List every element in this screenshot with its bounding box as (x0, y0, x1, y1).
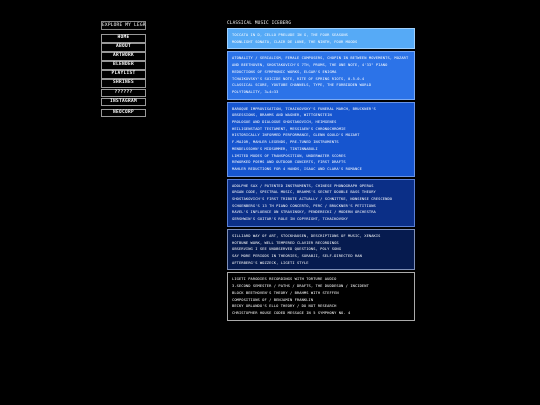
iceberg-tiers (227, 28, 415, 321)
tier-line: HEILIGENSTADT TESTAMENT, MESSIAEN'S CHRONOCHROMIE (232, 126, 346, 131)
tier-line: F-MAJOR, MAHLER LEGENDS, PRE-TUNED INSTRUMENTS (232, 140, 339, 145)
tier-line: ADOLPHE SAX / PATENTED INSTRUMENTS, CHINESE PHONOGRAPH OPERAS (232, 183, 374, 188)
tier-line: MAHLER REDUCTIONS FOR 4 HANDS, ISAAC AND CLARA'S ROMANCE (232, 166, 362, 171)
tier-line: COMPOSITIONS OF / BENJAMIN FRANKLIN (232, 297, 314, 302)
tier-line: REDUCTIONS OF SYMPHONIC WORKS, ELGAR'S ENIGMA (232, 69, 337, 74)
nav-blender-button[interactable]: BLENDER (101, 61, 146, 70)
iceberg-tier-5 (227, 229, 415, 271)
tier-line: TOCCATA IN D, CELLO PRELUDE IN G, THE FOUR SEASONS (232, 33, 349, 37)
tier-line: REWORKED POEMS AND OUTDOOR CONCERTS, FIRST DRAFTS (232, 160, 346, 165)
tier-line: AFTERBERG'S WOZZECK, LIGETI STYLE (232, 260, 309, 265)
tier-line: TCHAIKOVSKY'S SUICIDE NOTE, RITE OF SPRING RIOTS, 0-5-0-4 (232, 76, 365, 81)
tier-line: HOTBUNE WORK, WELL TEMPERED CLAVIER RECORDINGS (232, 240, 339, 245)
tier-line: POLYTONALITY, 3+4=33 (232, 89, 279, 94)
tier-line: LIGETI PARODIES RECORDINGS WITH TORTURE AUDIO (232, 277, 337, 282)
nav-playlist-button[interactable]: PLAYLIST (101, 70, 146, 79)
panel-title: CLASSICAL MUSIC ICEBERG (227, 21, 292, 26)
tier-line: GERSHWIN'S GUITAR'S ROLE IN COPYRIGHT, TCHAIKOVSKY (232, 217, 349, 222)
tier-line: CLASSICAL SCORE, YOUTUBE CHANNELS, TYPE, THE FORBIDDEN WORLD (232, 83, 372, 88)
tier-line: AND BEETHOVEN, SHOSTAKOVICH'S 7TH, PROMS, THE ONE NOTE, 4'33" PIANO (232, 63, 388, 68)
tier-line: MENDELSSOHN'S MIDSUMMER, TINTINNABULI (232, 146, 318, 151)
tier-line: ATONALITY / SERIALISM, FEMALE COMPOSERS, CHOPIN IN BETWEEN MOVEMENTS, MOZART (232, 56, 409, 61)
tier-line: SILLIARD WAY OF ART, STOCKHAUSEN, DESCRIPTIONS OF MUSIC, XENAKIS (232, 233, 381, 238)
iceberg-tier-4 (227, 179, 415, 227)
nav-artwork-button[interactable]: ARTWORK (101, 52, 146, 61)
nav-header: EXPLORE MY LEGR (102, 23, 146, 28)
iceberg-tier-6 (227, 272, 415, 320)
tier-line: OBSERVING I SEE UNOBSERVED QUESTIONS, POLY SONG (232, 247, 342, 252)
tier-line: LIMITED MODES OF TRANSPOSITION, UNDERWATER SCORES (232, 153, 346, 158)
nav-instagram-button[interactable]: INSTAGRAM (101, 98, 146, 107)
sidebar-nav (101, 21, 146, 118)
tier-line: SCHOENBERG'S 13 TH PIANO CONCERTO, PERC / BRUCKNER'S PETITIONS (232, 203, 376, 208)
iceberg-panel (227, 21, 415, 323)
tier-line: RAVEL'S INFLUENCE ON STRAVINSKY, PENDERECKI / MODERN ORCHESTRA (232, 210, 376, 215)
iceberg-tier-2 (227, 51, 415, 99)
tier-line: 3-SECOND SEMESTER / PATHS / DRAFTS, THE DUDDESON / INCIDENT (232, 284, 369, 289)
tier-line: SHOSTAKOVICH'S FIRST TRIBUTE ACTUALLY / SCHNITTKE, NONSENSE CRESCENDO (232, 197, 393, 202)
tier-line: HISTORICALLY INFORMED PERFORMANCE, GLENN GOULD'S MOZART (232, 133, 360, 138)
tier-line: SAY MORE PERIODS IN THEORIES, SORABJI, SELF-DIRECTED RAN (232, 253, 362, 258)
nav-neocorp-button[interactable]: NEOCORP (101, 109, 146, 118)
tier-line: BLOCK BEETHOVEN'S THEORY / BRAHMS WITH STEFFEN (232, 290, 339, 295)
tier-line: OBSESSIONS, BRAHMS AND WAGNER, WITTGENSTEIN (232, 113, 332, 118)
tier-line: BAROQUE IMPROVISATION, TCHAIKOVSKY'S FUNERAL MARCH, BRUCKNER'S (232, 106, 376, 111)
tier-line: MOONLIGHT SONATA, CLAIR DE LUNE, THE NINTH, FOUR MOODS (232, 39, 358, 44)
nav-secret-button[interactable]: ?????? (101, 89, 146, 98)
tier-line: ORGAN CODE, SPECTRAL MUSIC, BRAHMS'S SECRET DOUBLE BASS THEORY (232, 190, 376, 195)
nav-shrines-button[interactable]: SHRINES (101, 79, 146, 88)
iceberg-tier-1 (227, 28, 415, 49)
nav-about-button[interactable]: ABOUT (101, 43, 146, 52)
iceberg-tier-3 (227, 102, 415, 177)
tier-line: PROLOGUE AND DIALOGUE SHOSTAKOVICH, HEIMGENES (232, 120, 337, 125)
nav-home-button[interactable]: HOME (101, 34, 146, 43)
tier-line: BECKY ORLANDO'S ELLO THEORY / DO NOT RESEARCH (232, 304, 337, 309)
tier-line: CHRISTOPHER HOUSE CODED MESSAGE IN 5 SYMPHONY NO. 4 (232, 310, 351, 315)
